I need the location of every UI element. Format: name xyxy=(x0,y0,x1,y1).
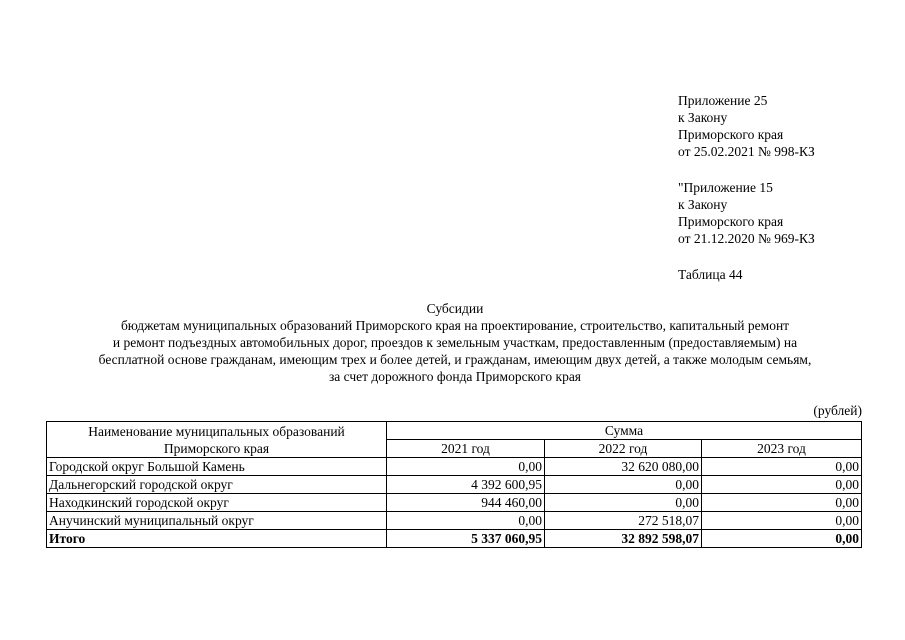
subsidy-table xyxy=(46,421,862,548)
total-value-2021: 5 337 060,95 xyxy=(387,530,545,548)
header-name-line-1: Наименование муниципальных образований xyxy=(88,423,345,439)
table-row xyxy=(47,458,862,476)
header-year-2022: 2022 год xyxy=(545,440,702,458)
row-value-2022: 32 620 080,00 xyxy=(545,458,702,476)
header-year-2023: 2023 год xyxy=(702,440,862,458)
row-name: Анучинский муниципальный округ xyxy=(47,512,387,530)
heading-title: Субсидии xyxy=(426,301,484,316)
total-value-2022: 32 892 598,07 xyxy=(545,530,702,548)
table-row xyxy=(47,512,862,530)
appendix-current-block xyxy=(678,92,815,160)
table-row xyxy=(47,476,862,494)
row-value-2023: 0,00 xyxy=(702,476,862,494)
header-year-2021: 2021 год xyxy=(387,440,545,458)
row-value-2022: 0,00 xyxy=(545,476,702,494)
total-value-2023: 0,00 xyxy=(702,530,862,548)
row-value-2022: 0,00 xyxy=(545,494,702,512)
header-name-cell xyxy=(47,422,387,458)
appendix-original-law: к Закону xyxy=(678,197,728,212)
header-sum-cell: Сумма xyxy=(387,422,862,440)
row-value-2022: 272 518,07 xyxy=(545,512,702,530)
row-value-2021: 944 460,00 xyxy=(387,494,545,512)
appendix-current-date: от 25.02.2021 № 998-КЗ xyxy=(678,144,815,159)
table-total-row xyxy=(47,530,862,548)
row-value-2021: 0,00 xyxy=(387,458,545,476)
heading-line-2: и ремонт подъездных автомобильных дорог, проездов к земельным участкам, предоставленным (предоставляемым) на xyxy=(112,335,798,350)
heading-line-1: бюджетам муниципальных образований Приморского края на проектирование, строительство, капитальный ремонт xyxy=(120,318,790,333)
header-name-line-2: Приморского края xyxy=(163,440,270,456)
total-label: Итого xyxy=(47,530,387,548)
table-header-row xyxy=(47,422,862,440)
row-value-2023: 0,00 xyxy=(702,512,862,530)
appendix-current-region: Приморского края xyxy=(678,127,784,142)
appendix-current-law: к Закону xyxy=(678,110,728,125)
heading-line-4: за счет дорожного фонда Приморского края xyxy=(328,369,582,384)
units-label: (рублей) xyxy=(813,403,862,418)
table-number: Таблица 44 xyxy=(678,267,743,282)
table-row xyxy=(47,494,862,512)
appendix-original-block xyxy=(678,179,815,247)
appendix-original-number: "Приложение 15 xyxy=(678,180,773,195)
document-heading xyxy=(40,300,870,385)
row-name: Городской округ Большой Камень xyxy=(47,458,387,476)
row-value-2023: 0,00 xyxy=(702,494,862,512)
row-value-2021: 4 392 600,95 xyxy=(387,476,545,494)
heading-line-3: бесплатной основе гражданам, имеющим трех и более детей, и гражданам, имеющим двух детей, а также молодым семьям, xyxy=(98,352,812,367)
row-value-2021: 0,00 xyxy=(387,512,545,530)
appendix-current-number: Приложение 25 xyxy=(678,93,768,108)
appendix-original-region: Приморского края xyxy=(678,214,784,229)
appendix-original-date: от 21.12.2020 № 969-КЗ xyxy=(678,231,815,246)
row-name: Дальнегорский городской округ xyxy=(47,476,387,494)
row-name: Находкинский городской округ xyxy=(47,494,387,512)
row-value-2023: 0,00 xyxy=(702,458,862,476)
